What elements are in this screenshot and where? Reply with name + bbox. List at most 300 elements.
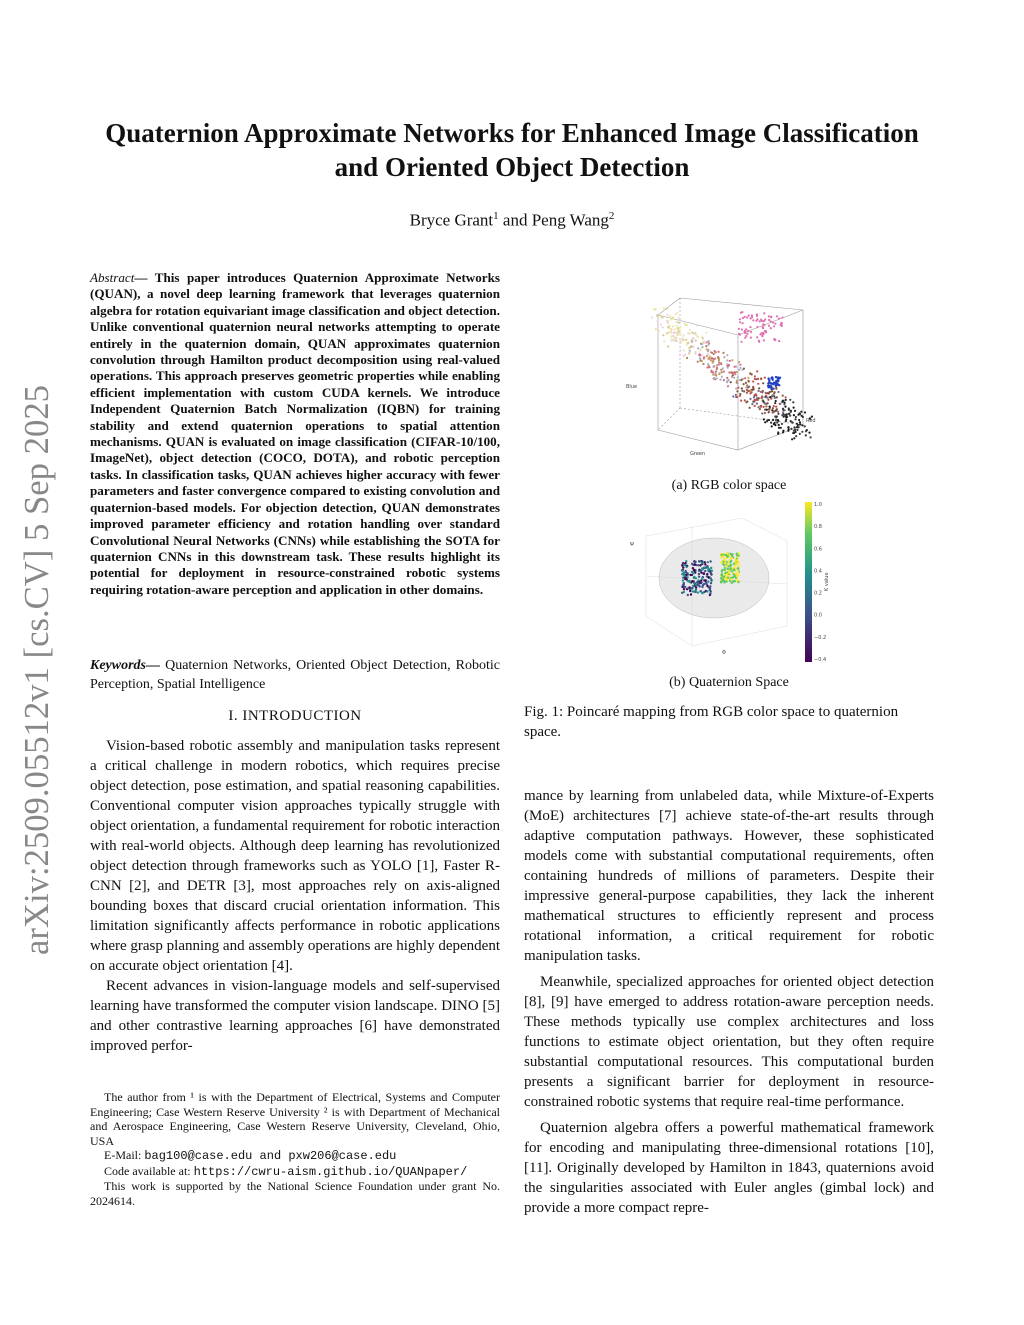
rgb-point bbox=[775, 400, 777, 402]
keywords-text: Quaternion Networks, Oriented Object Detection, Robotic Perception, Spatial Intelligence bbox=[90, 658, 500, 692]
quaternion-point bbox=[724, 569, 726, 571]
rgb-point bbox=[781, 414, 783, 416]
rgb-point bbox=[722, 352, 724, 354]
rgb-point bbox=[661, 316, 663, 318]
rgb-point bbox=[707, 344, 709, 346]
rgb-point bbox=[747, 330, 749, 332]
rgb-point bbox=[778, 424, 780, 426]
rgb-point bbox=[772, 388, 774, 390]
rgb-point bbox=[745, 401, 747, 403]
rgb-point bbox=[801, 424, 803, 426]
rgb-point bbox=[686, 357, 688, 359]
rgb-point bbox=[704, 342, 706, 344]
rgb-point bbox=[774, 402, 776, 404]
rgb-point bbox=[736, 380, 738, 382]
quaternion-point bbox=[707, 561, 709, 563]
quaternion-point bbox=[683, 588, 685, 590]
quaternion-point bbox=[733, 568, 735, 570]
colorbar-tick-label: −0.2 bbox=[814, 634, 827, 641]
rgb-point bbox=[754, 405, 756, 407]
rgb-point bbox=[736, 381, 738, 383]
rgb-point bbox=[713, 353, 715, 355]
rgb-point bbox=[781, 317, 783, 319]
rgb-point bbox=[657, 320, 659, 322]
rgb-point bbox=[793, 430, 795, 432]
rgb-point bbox=[699, 360, 701, 362]
rgb-point bbox=[770, 321, 772, 323]
rgb-point bbox=[744, 377, 746, 379]
rgb-point bbox=[794, 418, 796, 420]
email-label: E-Mail: bbox=[104, 1148, 145, 1162]
rgb-point bbox=[720, 363, 722, 365]
rgb-point bbox=[692, 337, 694, 339]
arxiv-id: arXiv:2509.05512v1 [cs.CV] 5 Sep 2025 bbox=[17, 380, 56, 955]
axis-label-psi: Ψ bbox=[630, 542, 634, 548]
rgb-point bbox=[660, 324, 662, 326]
rgb-point bbox=[723, 356, 725, 358]
rgb-point bbox=[733, 377, 735, 379]
rgb-point bbox=[781, 423, 783, 425]
rgb-point bbox=[799, 421, 801, 423]
rgb-point bbox=[721, 376, 723, 378]
rgb-point bbox=[667, 314, 669, 316]
quaternion-point bbox=[695, 589, 697, 591]
quaternion-point bbox=[706, 575, 708, 577]
paper-title bbox=[60, 116, 964, 184]
quaternion-point bbox=[691, 563, 693, 565]
rgb-point bbox=[750, 331, 752, 333]
rgb-point bbox=[761, 396, 763, 398]
colorbar-tick-label: 0.6 bbox=[814, 546, 822, 553]
rgb-point bbox=[738, 361, 740, 363]
rgb-point bbox=[764, 330, 766, 332]
rgb-point bbox=[708, 340, 710, 342]
rgb-point bbox=[739, 395, 741, 397]
right-column-body bbox=[524, 786, 934, 1218]
quaternion-point bbox=[726, 555, 728, 557]
email-addresses[interactable]: bag100@case.edu and pxw206@case.edu bbox=[144, 1149, 397, 1163]
rgb-point bbox=[768, 379, 770, 381]
quaternion-point bbox=[703, 573, 705, 575]
rgb-point bbox=[763, 406, 765, 408]
rgb-point bbox=[733, 366, 735, 368]
rgb-point bbox=[764, 412, 766, 414]
rgb-point bbox=[777, 411, 779, 413]
rgb-point bbox=[718, 361, 720, 363]
colorbar-tick-label: 0.8 bbox=[814, 524, 822, 531]
authors bbox=[60, 210, 964, 231]
rgb-point bbox=[770, 422, 772, 424]
rgb-point bbox=[754, 375, 756, 377]
rgb-point bbox=[758, 340, 760, 342]
rgb-point bbox=[739, 334, 741, 336]
rgb-point bbox=[716, 364, 718, 366]
rgb-point bbox=[792, 401, 794, 403]
quaternion-point bbox=[707, 567, 709, 569]
quaternion-point bbox=[697, 564, 699, 566]
rgb-point bbox=[653, 308, 655, 310]
axis-label-green: Green bbox=[690, 451, 706, 457]
rgb-point bbox=[768, 315, 770, 317]
rgb-point bbox=[775, 406, 777, 408]
quaternion-point bbox=[732, 580, 734, 582]
rgb-point bbox=[674, 328, 676, 330]
rgb-point bbox=[774, 391, 776, 393]
quaternion-point bbox=[737, 562, 739, 564]
rgb-point bbox=[772, 394, 774, 396]
rgb-point bbox=[772, 419, 774, 421]
rgb-point bbox=[784, 406, 786, 408]
rgb-point bbox=[775, 383, 777, 385]
rgb-point bbox=[697, 361, 699, 363]
rgb-point bbox=[705, 345, 707, 347]
rgb-point bbox=[655, 328, 657, 330]
rgb-point bbox=[701, 343, 703, 345]
quaternion-point bbox=[735, 577, 737, 579]
intro-paragraph-2: Recent advances in vision-language models and self-supervised learning have transformed the computer vision landscape. DINO [5] and other contrastive learning approaches [6] have demonstrated improved perfor- bbox=[90, 978, 500, 1054]
rgb-point bbox=[689, 329, 691, 331]
rgb-point bbox=[756, 336, 758, 338]
rgb-point bbox=[701, 354, 703, 356]
title-line-2: and Oriented Object Detection bbox=[334, 152, 690, 182]
quaternion-point bbox=[682, 579, 684, 581]
quaternion-point bbox=[724, 554, 726, 556]
rgb-point bbox=[734, 371, 736, 373]
rgb-point bbox=[739, 367, 741, 369]
rgb-point bbox=[753, 396, 755, 398]
rgb-point bbox=[757, 406, 759, 408]
rgb-point bbox=[730, 381, 732, 383]
rgb-point bbox=[676, 321, 678, 323]
rgb-point bbox=[766, 409, 768, 411]
rgb-point bbox=[771, 409, 773, 411]
rgb-point bbox=[732, 374, 734, 376]
quaternion-point bbox=[709, 592, 711, 594]
rgb-point bbox=[723, 371, 725, 373]
rgb-point bbox=[752, 380, 754, 382]
rgb-point bbox=[688, 347, 690, 349]
rgb-point bbox=[810, 436, 812, 438]
rgb-point bbox=[651, 316, 653, 318]
rgb-point bbox=[695, 340, 697, 342]
rgb-point bbox=[761, 332, 763, 334]
rgb-point bbox=[785, 420, 787, 422]
rgb-point bbox=[753, 388, 755, 390]
rgb-point bbox=[782, 430, 784, 432]
rgb-point bbox=[766, 420, 768, 422]
rgb-point bbox=[774, 415, 776, 417]
rgb-point bbox=[808, 432, 810, 434]
rgb-point bbox=[782, 400, 784, 402]
rgb-point bbox=[788, 413, 790, 415]
rgb-point bbox=[765, 396, 767, 398]
rgb-point bbox=[750, 390, 752, 392]
quaternion-point bbox=[689, 590, 691, 592]
rgb-point bbox=[736, 371, 738, 373]
rgb-point bbox=[785, 413, 787, 415]
rgb-point bbox=[796, 429, 798, 431]
rgb-point bbox=[774, 397, 776, 399]
rgb-point bbox=[777, 419, 779, 421]
rgb-point bbox=[768, 325, 770, 327]
quaternion-point bbox=[721, 570, 723, 572]
footnote-email bbox=[90, 1148, 500, 1164]
rgb-point bbox=[772, 412, 774, 414]
quaternion-point bbox=[710, 579, 712, 581]
quaternion-point bbox=[700, 572, 702, 574]
rgb-point bbox=[793, 437, 795, 439]
rgb-point bbox=[784, 402, 786, 404]
rgb-point bbox=[801, 431, 803, 433]
rgb-point bbox=[732, 395, 734, 397]
rgb-point bbox=[772, 407, 774, 409]
quaternion-point bbox=[726, 552, 728, 554]
rgb-point bbox=[675, 325, 677, 327]
rgb-point bbox=[775, 419, 777, 421]
rgb-point bbox=[778, 318, 780, 320]
rgb-point bbox=[737, 376, 739, 378]
rgb-point bbox=[745, 382, 747, 384]
quaternion-point bbox=[709, 589, 711, 591]
rgb-point bbox=[798, 419, 800, 421]
rgb-point bbox=[716, 367, 718, 369]
rgb-point bbox=[683, 349, 685, 351]
rgb-point bbox=[746, 384, 748, 386]
rgb-point bbox=[744, 316, 746, 318]
quaternion-point bbox=[698, 573, 700, 575]
quaternion-point bbox=[707, 581, 709, 583]
rgb-point bbox=[784, 409, 786, 411]
quaternion-point bbox=[703, 591, 705, 593]
title-line-1: Quaternion Approximate Networks for Enhanced Image Classification bbox=[105, 118, 919, 148]
rgb-point bbox=[776, 377, 778, 379]
rgb-point bbox=[705, 332, 707, 334]
rgb-point bbox=[778, 427, 780, 429]
rgb-point bbox=[789, 399, 791, 401]
quaternion-point bbox=[700, 581, 702, 583]
right-paragraph-1: mance by learning from unlabeled data, while Mixture-of-Experts (MoE) architectures [7] achieve state-of-the-art results through adaptive computation pathways. However, these sophisticated models come with substantial computational requirements, often containing hundreds of millions of parameters. Despite their impressive general-purpose capabilities, they lack the inherent mathematical structures to efficiently represent and process rotational information, a critical requirement for robotic manipulation tasks. bbox=[524, 788, 934, 964]
quaternion-point bbox=[733, 563, 735, 565]
quaternion-point bbox=[682, 570, 684, 572]
rgb-point bbox=[759, 320, 761, 322]
rgb-point bbox=[744, 332, 746, 334]
introduction-body bbox=[90, 736, 500, 1056]
quaternion-point bbox=[737, 556, 739, 558]
rgb-point bbox=[767, 399, 769, 401]
colorbar bbox=[805, 502, 812, 662]
quaternion-point bbox=[738, 552, 740, 554]
rgb-points bbox=[651, 307, 813, 440]
rgb-point bbox=[714, 374, 716, 376]
rgb-point bbox=[735, 394, 737, 396]
rgb-point bbox=[714, 350, 716, 352]
quaternion-point bbox=[698, 560, 700, 562]
quaternion-point bbox=[721, 579, 723, 581]
rgb-point bbox=[712, 371, 714, 373]
rgb-point bbox=[742, 317, 744, 319]
rgb-point bbox=[743, 368, 745, 370]
rgb-point bbox=[726, 381, 728, 383]
rgb-point bbox=[791, 421, 793, 423]
rgb-point bbox=[771, 425, 773, 427]
quaternion-point bbox=[721, 575, 723, 577]
rgb-point bbox=[790, 428, 792, 430]
abstract-text: — This paper introduces Quaternion Approximate Networks (QUAN), a novel deep learning framework that leverages quaternion algebra for rotation equivariant image classification and object detection. Unlike conventional quaternion neural networks attempting to operate entirely in the quaternion domain, QUAN approximates quaternion convolution through Hamilton product decomposition using real-valued operations. This approach preserves geometric properties while enabling efficient implementation with custom CUDA kernels. We introduce Independent Quaternion Batch Normalization (IQBN) for training stability and extend quaternion operations to spatial attention mechanisms. QUAN is evaluated on image classification (CIFAR-10/100, ImageNet), object detection (COCO, DOTA), and robotic perception tasks. In classification tasks, QUAN achieves higher accuracy with fewer parameters and faster convergence compared to existing convolution and quaternion-based models. For objection detection, QUAN demonstrates improved parameter efficiency and rotation handling over standard Convolutional Neural Networks (CNNs) while establishing the SOTA for quaternion CNNs in this downstream task. These results highlight its potential for deployment in resource-constrained robotic systems requiring rotation-aware perception and application in other domains. bbox=[90, 270, 500, 597]
figure-b-quaternion-sphere bbox=[622, 496, 832, 670]
rgb-point bbox=[672, 325, 674, 327]
rgb-point bbox=[804, 411, 806, 413]
rgb-point bbox=[667, 320, 669, 322]
axis-label-blue: Blue bbox=[626, 384, 638, 390]
rgb-point bbox=[778, 340, 780, 342]
quaternion-point bbox=[709, 585, 711, 587]
rgb-point bbox=[693, 332, 695, 334]
quaternion-point bbox=[697, 579, 699, 581]
rgb-point bbox=[712, 374, 714, 376]
rgb-point bbox=[748, 315, 750, 317]
rgb-point bbox=[692, 345, 694, 347]
quaternion-point bbox=[737, 571, 739, 573]
quaternion-point bbox=[709, 560, 711, 562]
rgb-point bbox=[726, 354, 728, 356]
quaternion-point bbox=[692, 585, 694, 587]
rgb-point bbox=[743, 390, 745, 392]
quaternion-point bbox=[704, 570, 706, 572]
quaternion-point bbox=[725, 577, 727, 579]
rgb-point bbox=[760, 405, 762, 407]
rgb-point bbox=[672, 335, 674, 337]
quaternion-point bbox=[711, 570, 713, 572]
rgb-point bbox=[776, 422, 778, 424]
author-1: Bryce Grant bbox=[409, 210, 494, 230]
colorbar-tick-label: 0.0 bbox=[814, 612, 822, 619]
rgb-point bbox=[738, 369, 740, 371]
quaternion-point bbox=[697, 591, 699, 593]
quaternion-point bbox=[704, 561, 706, 563]
quaternion-point bbox=[735, 563, 737, 565]
rgb-point bbox=[747, 380, 749, 382]
quaternion-point bbox=[685, 570, 687, 572]
rgb-point bbox=[760, 319, 762, 321]
right-paragraph-3: Quaternion algebra offers a powerful mathematical framework for encoding and manipulating three-dimensional rotations [10], [11]. Originally developed by Hamilton in 1843, quaternions avoid the singularities associated with Euler angles (gimbal lock) and provide a more compact repre- bbox=[524, 1120, 934, 1216]
rgb-point bbox=[787, 430, 789, 432]
rgb-point bbox=[776, 315, 778, 317]
rgb-point bbox=[669, 331, 671, 333]
rgb-point bbox=[702, 337, 704, 339]
rgb-point bbox=[711, 357, 713, 359]
rgb-point bbox=[662, 326, 664, 328]
quaternion-point bbox=[721, 562, 723, 564]
rgb-point bbox=[773, 405, 775, 407]
rgb-point bbox=[726, 377, 728, 379]
rgb-point bbox=[782, 395, 784, 397]
rgb-point bbox=[763, 312, 765, 314]
rgb-point bbox=[678, 332, 680, 334]
code-label: Code available at: bbox=[104, 1163, 194, 1178]
footnote-grant: This work is supported by the National Science Foundation under grant No. 2024614. bbox=[90, 1179, 500, 1208]
rgb-point bbox=[755, 395, 757, 397]
rgb-point bbox=[738, 328, 740, 330]
rgb-point bbox=[740, 312, 742, 314]
code-url-link[interactable]: https://cwru-aism.github.io/QUANpaper/ bbox=[193, 1164, 468, 1179]
rgb-point bbox=[782, 411, 784, 413]
rgb-point bbox=[674, 331, 676, 333]
rgb-point bbox=[669, 315, 671, 317]
rgb-point bbox=[675, 313, 677, 315]
rgb-point bbox=[752, 319, 754, 321]
quaternion-point bbox=[698, 576, 700, 578]
rgb-point bbox=[754, 378, 756, 380]
intro-paragraph-1: Vision-based robotic assembly and manipulation tasks represent a critical challenge in modern robotics, which requires precise object detection, pose estimation, and spatial reasoning capabilities. Conventional computer vision approaches typically struggle with object orientation, a fundamental requirement for robotic interaction with real-world objects. Although deep learning has revolutionized object detection through frameworks such as YOLO [1], Faster R-CNN [2], and DETR [3], most approaches rely on axis-aligned bounding boxes that discard crucial orientation information. This limitation significantly affects performance in robotic applications where grasp planning and assembly operations are highly dependent on accurate object orientation [4]. bbox=[90, 738, 500, 974]
quaternion-point bbox=[694, 561, 696, 563]
rgb-point bbox=[741, 328, 743, 330]
rgb-point bbox=[795, 435, 797, 437]
quaternion-point bbox=[730, 553, 732, 555]
rgb-point bbox=[666, 308, 668, 310]
rgb-point bbox=[794, 410, 796, 412]
rgb-point bbox=[793, 407, 795, 409]
quaternion-point bbox=[683, 591, 685, 593]
rgb-point bbox=[777, 413, 779, 415]
rgb-point bbox=[769, 386, 771, 388]
rgb-point bbox=[666, 332, 668, 334]
quaternion-point bbox=[729, 564, 731, 566]
rgb-point bbox=[736, 396, 738, 398]
rgb-point bbox=[762, 323, 764, 325]
rgb-point bbox=[771, 376, 773, 378]
rgb-point bbox=[703, 340, 705, 342]
rgb-point bbox=[772, 321, 774, 323]
quaternion-point bbox=[693, 569, 695, 571]
rgb-point bbox=[670, 328, 672, 330]
rgb-point bbox=[750, 317, 752, 319]
rgb-point bbox=[727, 385, 729, 387]
rgb-point bbox=[751, 373, 753, 375]
right-paragraph-2: Meanwhile, specialized approaches for oriented object detection [8], [9] have emerged to address rotation-aware perception needs. These methods typically use complex architectures and loss functions to estimate object orientation, but they often require substantial computational resources. This computational burden presents a significant barrier for deployment in resource-constrained robotic systems that require real-time performance. bbox=[524, 974, 934, 1110]
rgb-point bbox=[760, 378, 762, 380]
figure-a-caption: (a) RGB color space bbox=[671, 478, 787, 493]
quaternion-point bbox=[705, 579, 707, 581]
rgb-point bbox=[682, 337, 684, 339]
quaternion-point bbox=[697, 582, 699, 584]
abstract-label: Abstract bbox=[90, 270, 135, 285]
rgb-point bbox=[759, 408, 761, 410]
rgb-point bbox=[729, 360, 731, 362]
rgb-point bbox=[774, 323, 776, 325]
rgb-point bbox=[782, 408, 784, 410]
quaternion-point bbox=[727, 577, 729, 579]
rgb-point bbox=[756, 313, 758, 315]
rgb-point bbox=[697, 347, 699, 349]
quaternion-point bbox=[705, 581, 707, 583]
rgb-point bbox=[772, 383, 774, 385]
rgb-point bbox=[795, 416, 797, 418]
quaternion-plot bbox=[622, 496, 832, 670]
rgb-point bbox=[762, 400, 764, 402]
rgb-point bbox=[670, 335, 672, 337]
rgb-point bbox=[672, 318, 674, 320]
rgb-point bbox=[781, 323, 783, 325]
rgb-point bbox=[701, 346, 703, 348]
quaternion-point bbox=[698, 570, 700, 572]
rgb-point bbox=[746, 316, 748, 318]
rgb-point bbox=[676, 312, 678, 314]
rgb-point bbox=[794, 426, 796, 428]
rgb-point bbox=[770, 316, 772, 318]
quaternion-point bbox=[686, 572, 688, 574]
rgb-point bbox=[758, 397, 760, 399]
rgb-point bbox=[717, 357, 719, 359]
